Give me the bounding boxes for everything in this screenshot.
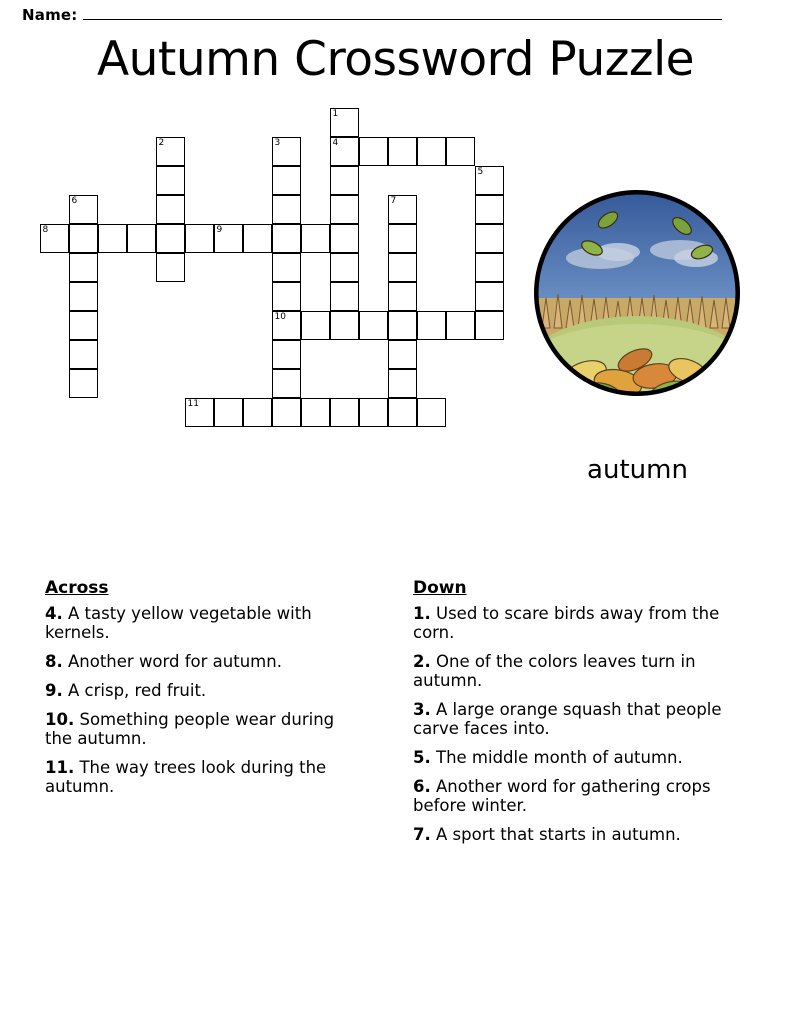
grid-cell[interactable]	[243, 224, 272, 253]
clue-text: A sport that starts in autumn.	[430, 825, 681, 844]
clue-text: Another word for autumn.	[62, 652, 282, 671]
grid-cell[interactable]	[446, 311, 475, 340]
grid-cell-number: 1	[332, 109, 339, 119]
grid-cell[interactable]	[475, 253, 504, 282]
across-heading: Across	[45, 578, 109, 598]
grid-cell[interactable]	[330, 282, 359, 311]
crossword-grid[interactable]	[0, 100, 520, 460]
clue-text: One of the colors leaves turn in autumn.	[413, 652, 696, 690]
down-column	[413, 578, 733, 854]
down-clue-3	[413, 700, 733, 738]
grid-cell[interactable]	[388, 369, 417, 398]
clue-text: Used to scare birds away from the corn.	[413, 604, 720, 642]
grid-cell[interactable]	[330, 224, 359, 253]
name-label: Name:	[22, 6, 78, 24]
grid-cell[interactable]	[301, 398, 330, 427]
grid-cell-number: 6	[71, 196, 78, 206]
across-column	[45, 578, 365, 854]
grid-cell[interactable]	[272, 311, 301, 340]
grid-cell[interactable]	[185, 398, 214, 427]
clue-number: 10.	[45, 710, 75, 729]
grid-cell[interactable]	[69, 253, 98, 282]
grid-cell[interactable]	[359, 398, 388, 427]
grid-cell-number: 5	[477, 167, 484, 177]
clue-number: 2.	[413, 652, 431, 671]
clue-text: Something people wear during the autumn.	[45, 710, 335, 748]
clues-section	[45, 578, 745, 854]
grid-cell[interactable]	[156, 137, 185, 166]
grid-cell[interactable]	[359, 311, 388, 340]
grid-cell-number: 9	[216, 225, 223, 235]
name-row	[22, 4, 722, 24]
grid-cell[interactable]	[272, 195, 301, 224]
clue-number: 8.	[45, 652, 63, 671]
grid-cell[interactable]	[214, 398, 243, 427]
clue-text: Another word for gathering crops before winter.	[413, 777, 711, 815]
grid-cell-number: 11	[187, 399, 199, 409]
grid-cell-number: 4	[332, 138, 339, 148]
down-clue-6	[413, 777, 733, 815]
grid-cell[interactable]	[359, 137, 388, 166]
down-clue-7	[413, 825, 733, 844]
grid-cell[interactable]	[69, 369, 98, 398]
grid-cell[interactable]	[69, 340, 98, 369]
grid-cell[interactable]	[272, 282, 301, 311]
clue-text: A tasty yellow vegetable with kernels.	[45, 604, 312, 642]
grid-cell[interactable]	[417, 137, 446, 166]
grid-cell[interactable]	[446, 137, 475, 166]
grid-cell[interactable]	[98, 224, 127, 253]
clue-number: 4.	[45, 604, 63, 623]
grid-cell[interactable]	[156, 253, 185, 282]
across-clue-list	[45, 604, 365, 796]
grid-cell[interactable]	[69, 282, 98, 311]
grid-cell[interactable]	[272, 224, 301, 253]
grid-cell[interactable]	[330, 311, 359, 340]
grid-cell[interactable]	[272, 137, 301, 166]
across-clue-9	[45, 681, 365, 700]
grid-cell[interactable]	[388, 195, 417, 224]
grid-cell[interactable]	[388, 253, 417, 282]
grid-cell[interactable]	[156, 195, 185, 224]
grid-cell[interactable]	[388, 224, 417, 253]
down-clue-1	[413, 604, 733, 642]
clue-number: 9.	[45, 681, 63, 700]
grid-cell[interactable]	[330, 108, 359, 137]
grid-cell[interactable]	[69, 311, 98, 340]
down-clue-2	[413, 652, 733, 690]
grid-cell-number: 10	[274, 312, 286, 322]
name-blank-line[interactable]	[83, 4, 722, 20]
down-clue-list	[413, 604, 733, 844]
page-title: Autumn Crossword Puzzle	[96, 32, 695, 87]
grid-cell[interactable]	[301, 224, 330, 253]
grid-cell[interactable]	[40, 224, 69, 253]
autumn-illustration	[530, 178, 745, 418]
grid-cell-number: 7	[390, 196, 397, 206]
clue-text: A crisp, red fruit.	[62, 681, 207, 700]
grid-cell[interactable]	[243, 398, 272, 427]
across-clue-11	[45, 758, 365, 796]
grid-cell[interactable]	[388, 398, 417, 427]
grid-cell[interactable]	[185, 224, 214, 253]
grid-cell[interactable]	[475, 224, 504, 253]
grid-cell[interactable]	[272, 166, 301, 195]
down-clue-5	[413, 748, 733, 767]
grid-cell[interactable]	[69, 195, 98, 224]
grid-cell[interactable]	[272, 398, 301, 427]
clue-number: 1.	[413, 604, 431, 623]
clue-number: 11.	[45, 758, 75, 777]
grid-cell[interactable]	[475, 166, 504, 195]
clue-number: 5.	[413, 748, 431, 767]
grid-cell[interactable]	[417, 311, 446, 340]
picture-caption: autumn	[587, 455, 688, 485]
grid-cell[interactable]	[388, 282, 417, 311]
clue-number: 3.	[413, 700, 431, 719]
grid-cell[interactable]	[417, 398, 446, 427]
across-clue-4	[45, 604, 365, 642]
grid-cell[interactable]	[388, 340, 417, 369]
grid-cell[interactable]	[330, 166, 359, 195]
grid-cell[interactable]	[330, 253, 359, 282]
grid-cell-number: 8	[42, 225, 49, 235]
clue-number: 7.	[413, 825, 431, 844]
grid-cell[interactable]	[272, 369, 301, 398]
grid-cell[interactable]	[272, 340, 301, 369]
grid-cell-number: 3	[274, 138, 281, 148]
grid-cell[interactable]	[272, 253, 301, 282]
clue-number: 6.	[413, 777, 431, 796]
grid-cell[interactable]	[127, 224, 156, 253]
grid-cell[interactable]	[330, 195, 359, 224]
across-clue-8	[45, 652, 365, 671]
grid-cell[interactable]	[301, 311, 330, 340]
clue-text: A large orange squash that people carve faces into.	[413, 700, 722, 738]
clue-text: The middle month of autumn.	[430, 748, 683, 767]
grid-cell-number: 2	[158, 138, 165, 148]
grid-cell[interactable]	[475, 311, 504, 340]
grid-cell[interactable]	[330, 398, 359, 427]
grid-cell[interactable]	[388, 137, 417, 166]
grid-cell[interactable]	[156, 166, 185, 195]
grid-cell[interactable]	[330, 137, 359, 166]
down-heading: Down	[413, 578, 467, 598]
grid-cell[interactable]	[214, 224, 243, 253]
grid-cell[interactable]	[475, 282, 504, 311]
grid-cell[interactable]	[475, 195, 504, 224]
across-clue-10	[45, 710, 365, 748]
grid-cell[interactable]	[156, 224, 185, 253]
grid-cell[interactable]	[69, 224, 98, 253]
grid-cell[interactable]	[388, 311, 417, 340]
clue-text: The way trees look during the autumn.	[45, 758, 327, 796]
